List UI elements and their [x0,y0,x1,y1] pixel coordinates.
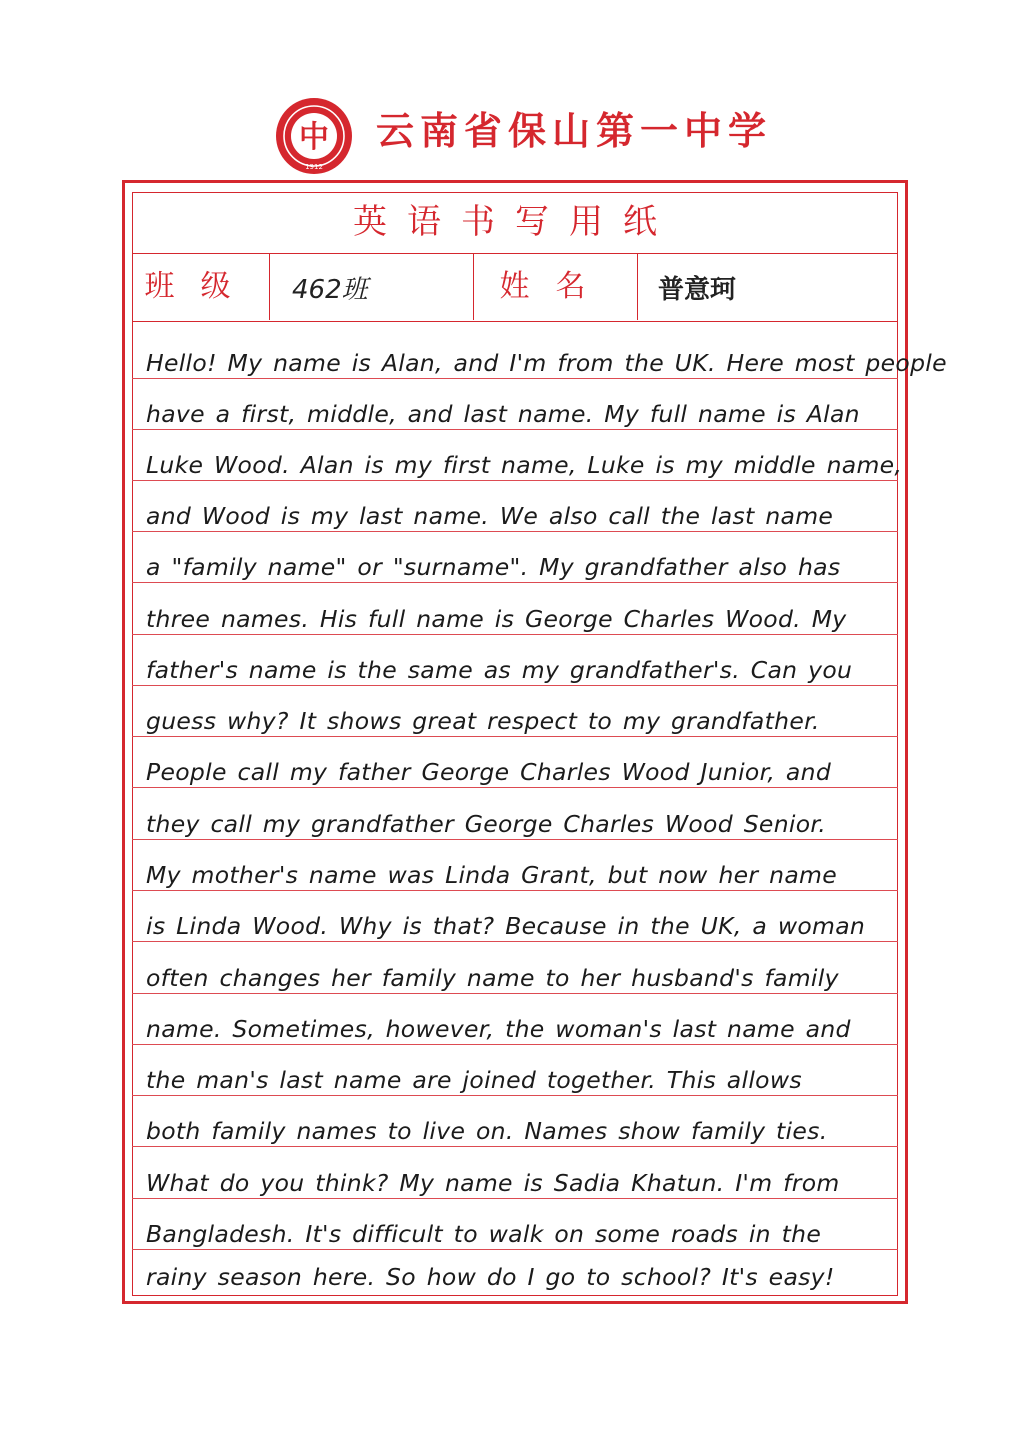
school-seal-icon [274,96,354,176]
handwritten-line: My mother's name was Linda Grant, but now her name [146,861,837,889]
class-label: 班级 [132,254,270,320]
ruled-line [132,531,898,532]
handwritten-line: is Linda Wood. Why is that? Because in the UK, a woman [146,912,866,940]
ruled-line [132,993,898,994]
handwritten-line: the man's last name are joined together. This allows [146,1066,802,1094]
sheet-title: 英语书写用纸 [132,192,898,254]
ruled-line [132,685,898,686]
ruled-line [132,1095,898,1096]
ruled-line [132,582,898,583]
ruled-line [132,787,898,788]
handwritten-line: name. Sometimes, however, the woman's last name and [146,1015,851,1043]
handwritten-line: they call my grandfather George Charles Wood Senior. [146,810,826,838]
class-value: 462班 [270,254,474,320]
school-name: 云南省保山第一中学 [376,108,773,153]
seal-glyph: 中 [299,120,329,155]
ruled-line [132,890,898,891]
ruled-line [132,941,898,942]
handwritten-line: and Wood is my last name. We also call the last name [146,502,834,530]
ruled-line [132,480,898,481]
ruled-line [132,378,898,379]
handwritten-line: What do you think? My name is Sadia Khatun. I'm from [146,1169,840,1197]
handwritten-line: father's name is the same as my grandfather's. Can you [146,656,853,684]
handwritten-line: People call my father George Charles Wood Junior, and [146,758,832,786]
name-value: 普意珂 [658,275,737,305]
ruled-line [132,429,898,430]
seal-year: 1912 [305,163,323,171]
ruled-line [132,736,898,737]
handwritten-line: guess why? It shows great respect to my grandfather. [146,707,820,735]
page-header [0,90,1024,170]
handwritten-line: rainy season here. So how do I go to school? It's easy! [146,1263,835,1291]
ruled-line [132,1146,898,1147]
handwritten-line: both family names to live on. Names show family ties. [146,1117,828,1145]
ruled-line [132,634,898,635]
handwritten-line: often changes her family name to her husband's family [146,964,839,992]
handwritten-line: have a first, middle, and last name. My full name is Alan [146,400,860,428]
ruled-line [132,1249,898,1250]
info-row [132,254,898,322]
handwritten-line: Bangladesh. It's difficult to walk on some roads in the [146,1220,822,1248]
handwritten-line: three names. His full name is George Charles Wood. My [146,605,847,633]
ruled-line [132,1044,898,1045]
name-label: 姓名 [474,254,638,320]
handwritten-line: Hello! My name is Alan, and I'm from the UK. Here most people [146,349,947,377]
handwritten-line: Luke Wood. Alan is my first name, Luke is my middle name, [146,451,903,479]
ruled-line [132,839,898,840]
ruled-line [132,1198,898,1199]
handwritten-line: a "family name" or "surname". My grandfather also has [146,553,841,581]
